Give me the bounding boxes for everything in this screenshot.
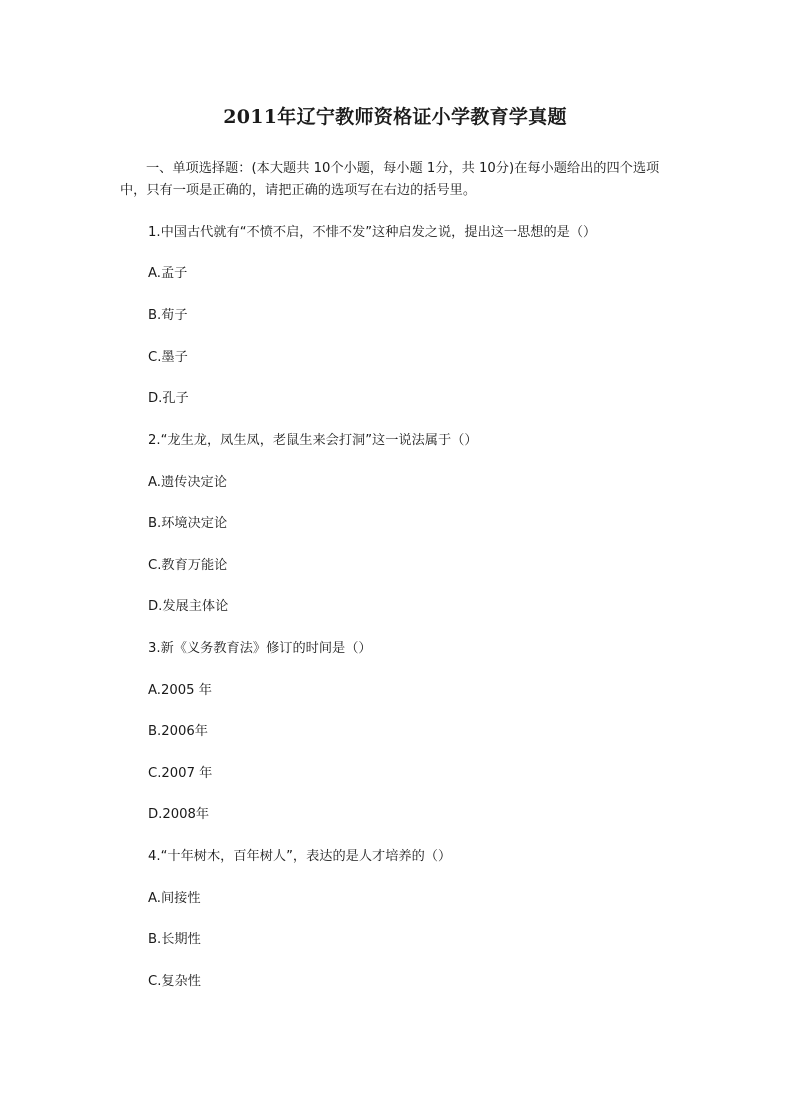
question-1-option-d: D.孔子 (148, 391, 189, 406)
question-1-option-c: C.墨子 (148, 350, 188, 365)
question-4-stem: 4.“十年树木，百年树人”，表达的是人才培养的（） (148, 849, 452, 864)
question-3-option-d: D.2008年 (148, 807, 210, 822)
question-1-stem: 1.中国古代就有“不愤不启，不悱不发”这种启发之说，提出这一思想的是（） (148, 225, 597, 240)
question-2-stem: 2.“龙生龙，凤生凤，老鼠生来会打洞”这一说法属于（） (148, 433, 478, 448)
question-3-option-b: B.2006年 (148, 724, 208, 739)
question-4-option-c: C.复杂性 (148, 974, 201, 989)
question-2-option-c: C.教育万能论 (148, 558, 228, 573)
question-1-option-b: B.荀子 (148, 308, 188, 323)
question-2-option-b: B.环境决定论 (148, 516, 228, 531)
question-2-option-a: A.遗传决定论 (148, 475, 227, 490)
question-3-option-c: C.2007 年 (148, 766, 213, 781)
question-4-option-b: B.长期性 (148, 932, 201, 947)
section-intro: 一、单项选择题：(本大题共 10个小题，每小题 1分，共 10分)在每小题给出的四个选项中，只有一项是正确的，请把正确的选项写在右边的括号里。 (120, 161, 660, 198)
document-title: 2011年辽宁教师资格证小学教育学真题 (223, 106, 567, 128)
question-1-option-a: A.孟子 (148, 266, 188, 281)
question-2-option-d: D.发展主体论 (148, 599, 229, 614)
question-3-stem: 3.新《义务教育法》修订的时间是（） (148, 641, 372, 656)
question-4-option-a: A.间接性 (148, 891, 201, 906)
question-3-option-a: A.2005 年 (148, 683, 212, 698)
